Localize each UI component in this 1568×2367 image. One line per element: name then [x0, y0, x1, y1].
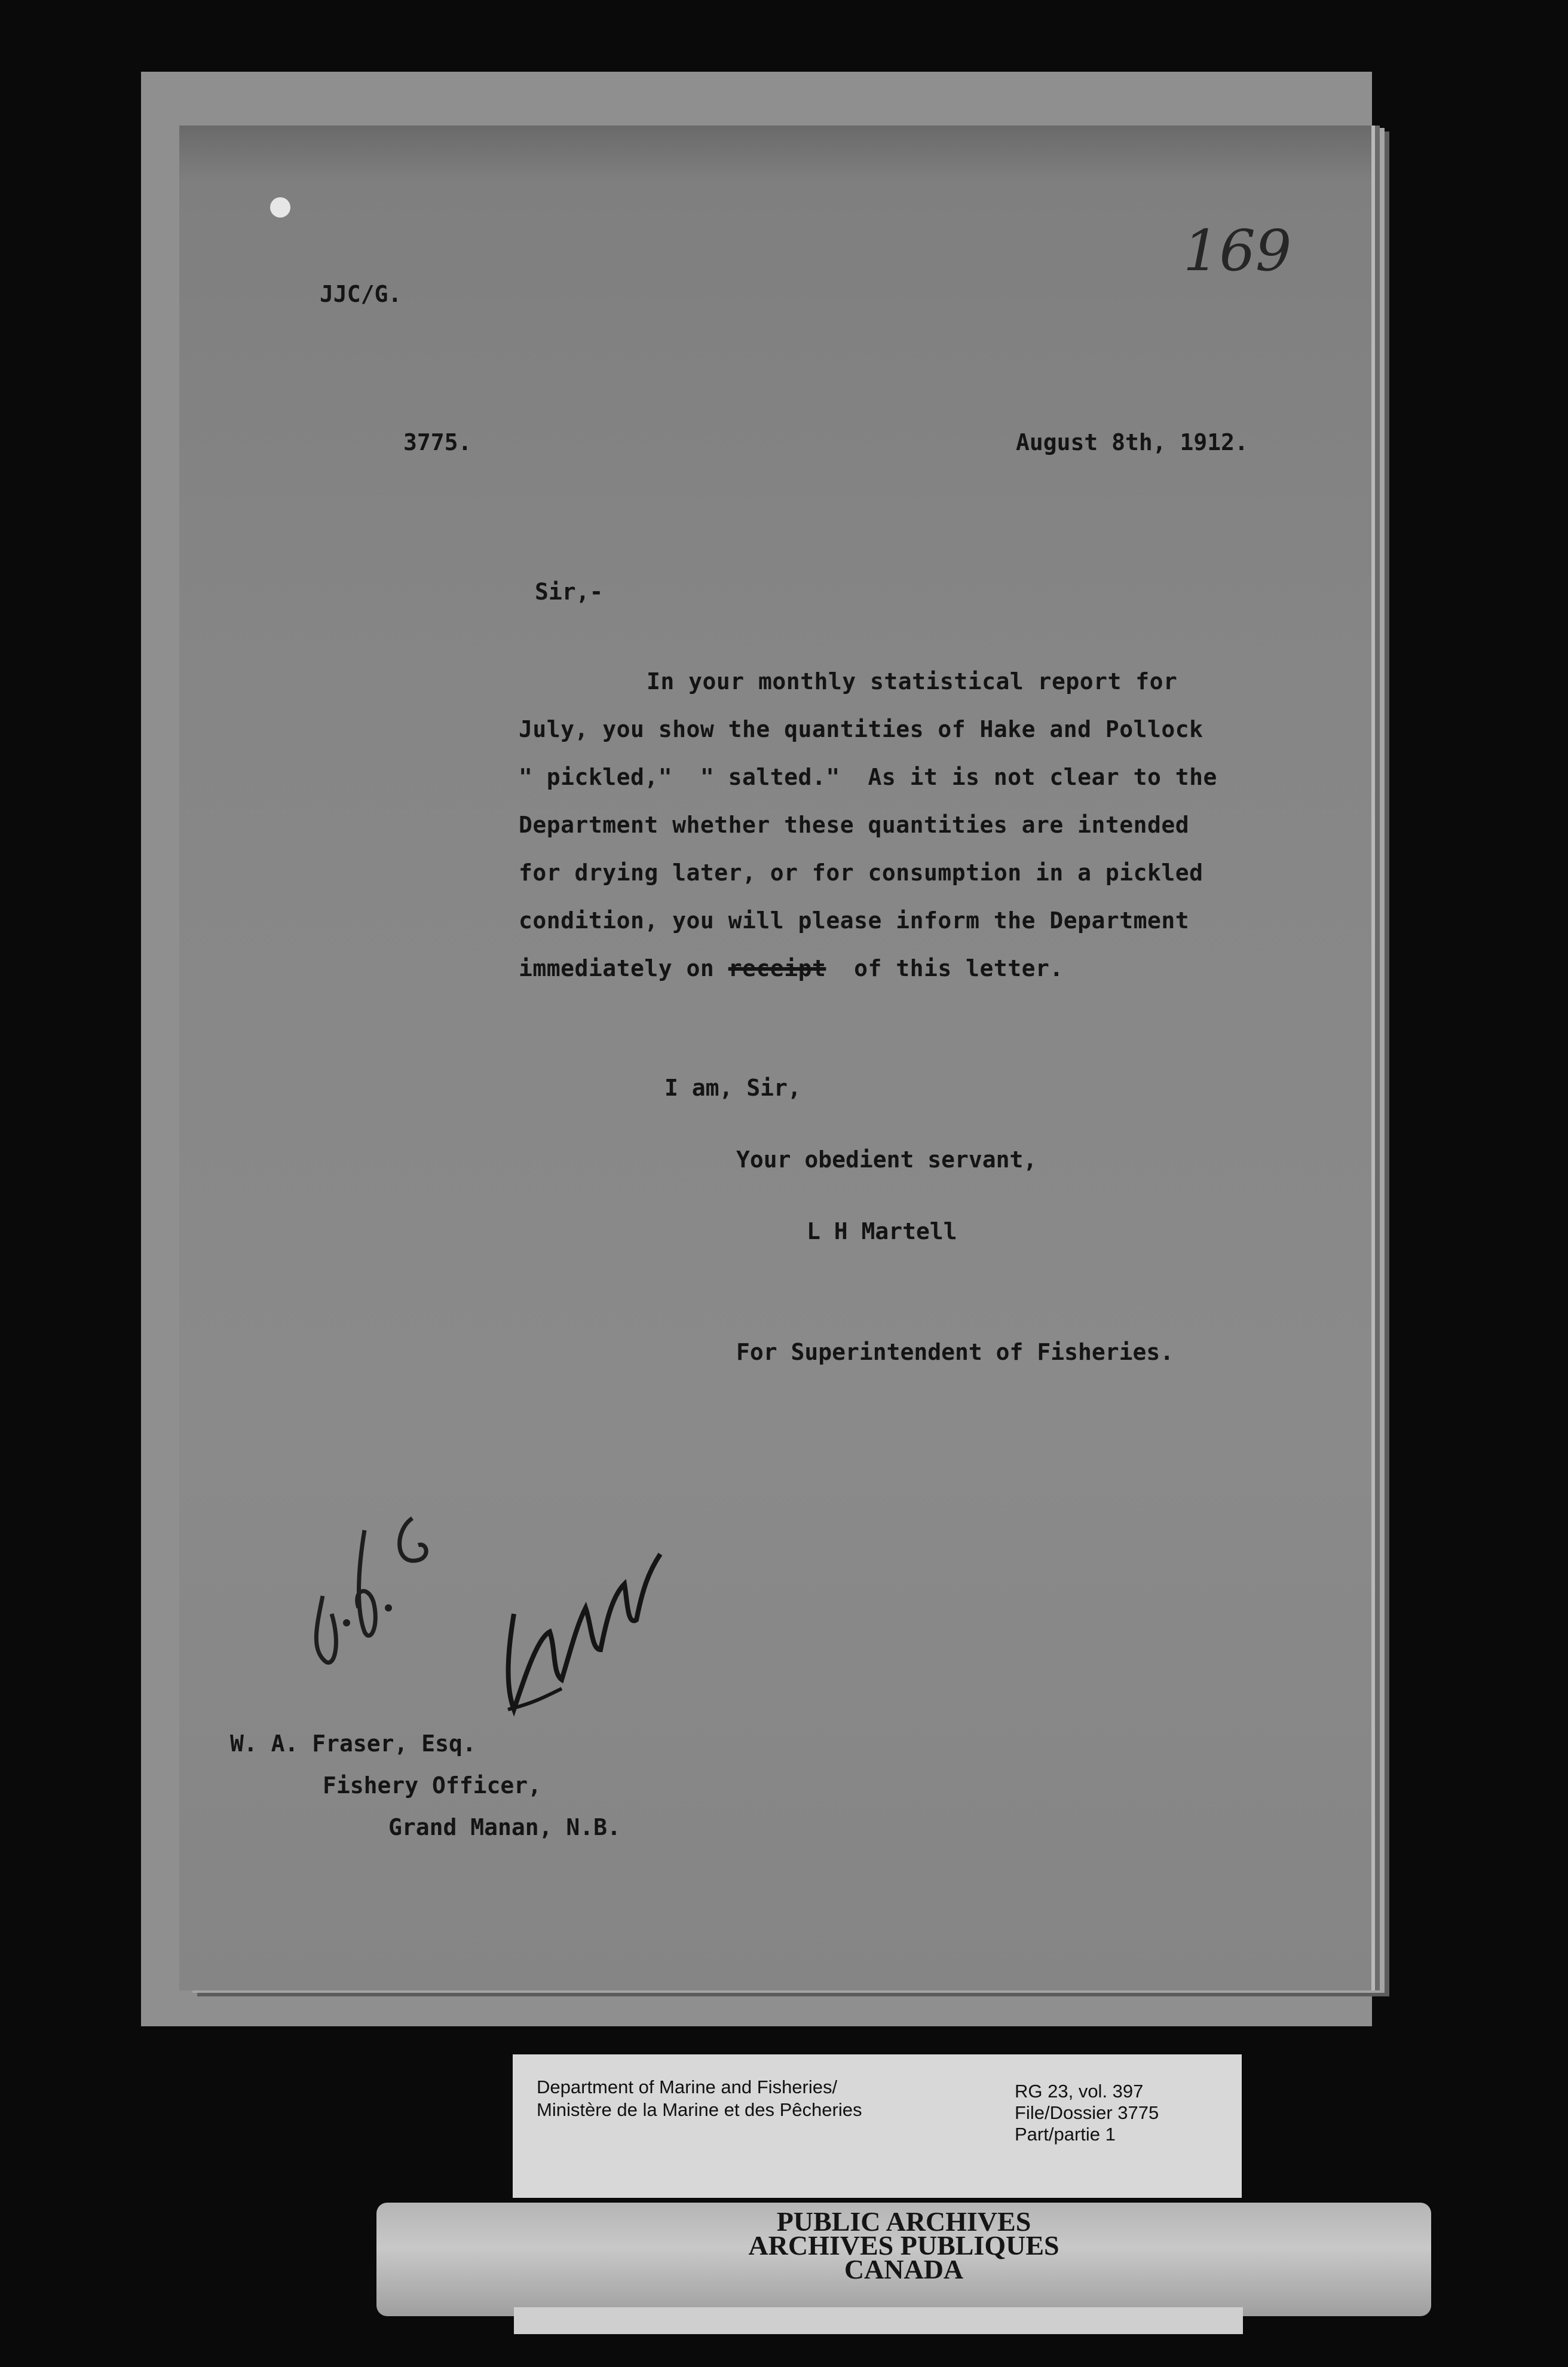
department-english: Department of Marine and Fisheries/	[537, 2077, 838, 2097]
stamp-line-3: CANADA	[844, 2254, 964, 2285]
signatory: L H Martell	[807, 1218, 957, 1244]
part-number: Part/partie 1	[1015, 2124, 1116, 2145]
file-dossier: File/Dossier 3775	[1015, 2102, 1159, 2123]
stamp-line-2: ARCHIVES PUBLIQUES	[748, 2230, 1059, 2261]
handwritten-signature	[490, 1530, 669, 1721]
archive-stamp	[376, 2203, 1431, 2316]
stamp-line-1: PUBLIC ARCHIVES	[776, 2206, 1031, 2237]
archive-label	[513, 2054, 1242, 2198]
body-line-7-end: of this letter.	[854, 955, 1064, 981]
file-number: 3775.	[403, 429, 472, 455]
handwritten-initials	[299, 1494, 454, 1674]
body-line-5: for drying later, or for consumption in a pickled	[519, 860, 1203, 886]
label-bottom-strip	[514, 2307, 1243, 2334]
folio-number: 169	[1183, 218, 1292, 284]
signatory-title: For Superintendent of Fisheries.	[736, 1339, 1174, 1365]
record-group: RG 23, vol. 397	[1015, 2081, 1144, 2102]
struck-word: receipt	[728, 955, 826, 981]
salutation: Sir,-	[535, 579, 604, 605]
letter-date: August 8th, 1912.	[1016, 429, 1248, 455]
department-french: Ministère de la Marine et des Pêcheries	[537, 2099, 862, 2120]
addressee-location: Grand Manan, N.B.	[388, 1814, 621, 1840]
letter-page	[179, 126, 1371, 1990]
punch-hole	[270, 197, 290, 218]
body-line-7-start: immediately on	[519, 955, 715, 981]
reference-code: JJC/G.	[320, 281, 402, 307]
addressee-title: Fishery Officer,	[323, 1772, 542, 1799]
closing: I am, Sir,	[664, 1075, 801, 1101]
body-line-6: condition, you will please inform the Department	[519, 907, 1190, 934]
body-line-4: Department whether these quantities are intended	[519, 812, 1190, 838]
valediction: Your obedient servant,	[736, 1146, 1037, 1173]
body-line-7	[519, 955, 1064, 981]
body-line-3: " pickled," " salted." As it is not clear to the	[519, 764, 1217, 790]
body-line-1: In your monthly statistical report for	[647, 668, 1178, 695]
addressee-name: W. A. Fraser, Esq.	[230, 1730, 476, 1757]
body-line-2: July, you show the quantities of Hake and Pollock	[519, 716, 1203, 742]
